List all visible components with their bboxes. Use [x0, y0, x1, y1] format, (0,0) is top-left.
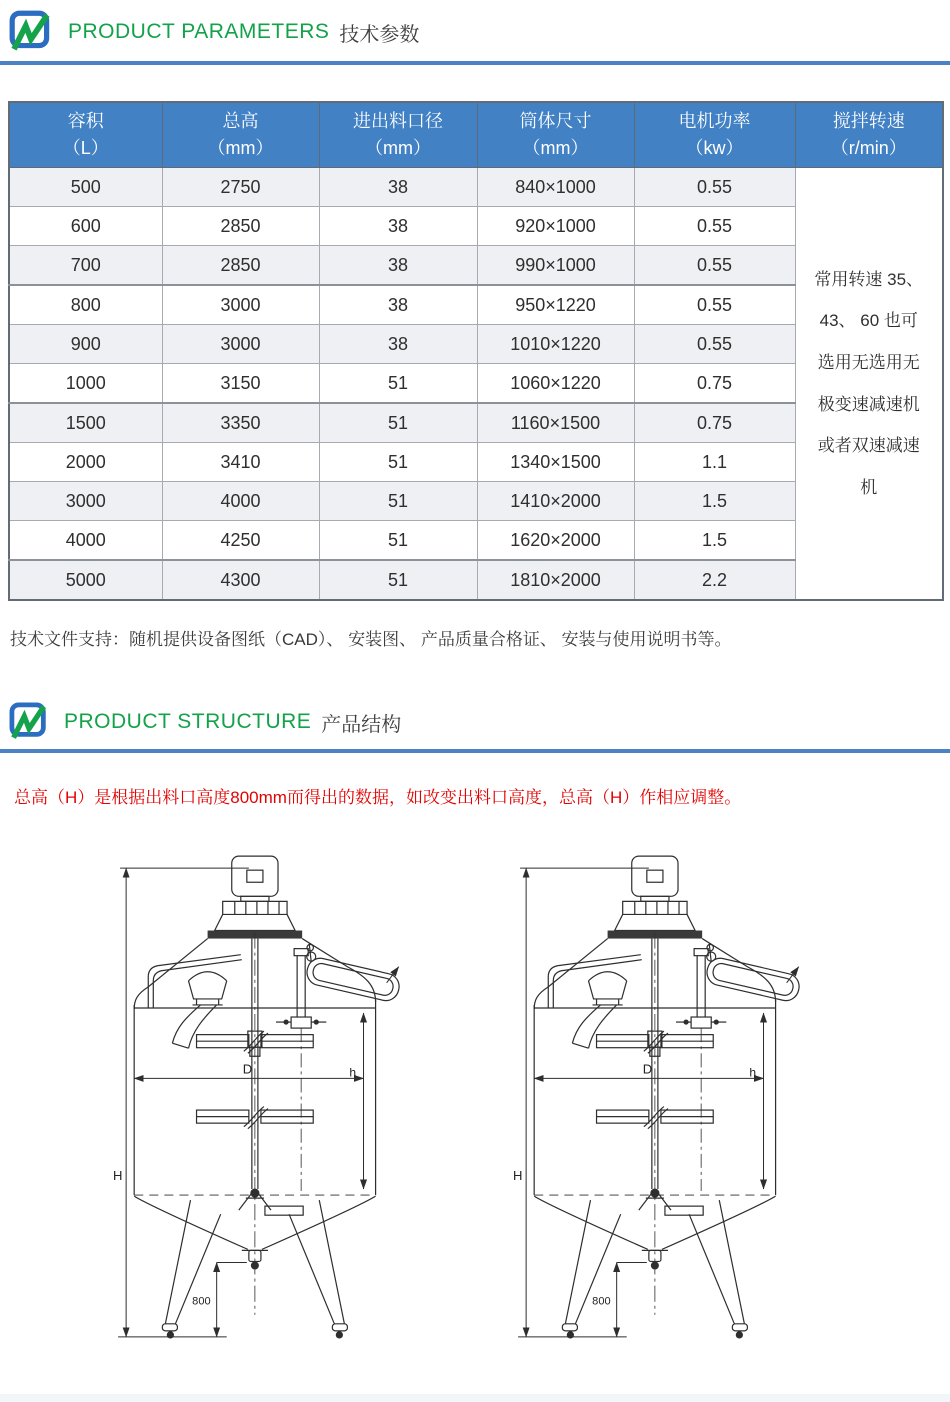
parameters-section-header [8, 10, 950, 54]
table-cell: 1410×2000 [477, 482, 634, 521]
table-cell: 1500 [9, 403, 162, 443]
parameters-title-en: PRODUCT PARAMETERS [68, 20, 330, 43]
brand-logo-icon [8, 10, 56, 54]
column-header-line2: （mm） [207, 138, 274, 158]
table-cell: 51 [319, 443, 477, 482]
table-cell: 1620×2000 [477, 521, 634, 561]
table-body [9, 168, 943, 601]
column-header-line2: （mm） [365, 138, 431, 158]
table-cell: 4250 [162, 521, 319, 561]
table-cell: 1340×1500 [477, 443, 634, 482]
table-cell: 3000 [162, 285, 319, 325]
table-cell: 2750 [162, 168, 319, 207]
table-cell: 51 [319, 560, 477, 600]
table-cell: 1000 [9, 364, 162, 404]
table-cell: 1160×1500 [477, 403, 634, 443]
table-cell: 51 [319, 482, 477, 521]
column-header-line2: （kw） [685, 138, 744, 158]
structure-title-en: PRODUCT STRUCTURE [64, 710, 312, 733]
table-cell: 950×1220 [477, 285, 634, 325]
table-cell: 3350 [162, 403, 319, 443]
table-cell: 990×1000 [477, 246, 634, 286]
table-cell: 0.55 [634, 285, 795, 325]
table-cell: 0.75 [634, 364, 795, 404]
table-cell: 3410 [162, 443, 319, 482]
table-cell: 0.55 [634, 168, 795, 207]
table-cell: 600 [9, 207, 162, 246]
column-header [319, 102, 477, 168]
table-cell: 0.75 [634, 403, 795, 443]
page-bottom-strip [0, 1394, 950, 1402]
structure-section-header [8, 702, 950, 742]
column-header [477, 102, 634, 168]
table-cell: 1810×2000 [477, 560, 634, 600]
table-cell: 1.5 [634, 482, 795, 521]
column-header [162, 102, 319, 168]
table-cell: 4000 [162, 482, 319, 521]
table-cell: 800 [9, 285, 162, 325]
table-cell: 1060×1220 [477, 364, 634, 404]
stir-speed-note-cell: 常用转速 35、 43、 60 也可选用无选用无极变速减速机或者双速减速机 [795, 168, 943, 601]
table-cell: 500 [9, 168, 162, 207]
table-cell: 1.1 [634, 443, 795, 482]
column-header-line2: （r/min） [830, 138, 907, 158]
table-header-row [9, 102, 943, 168]
height-adjust-warning: 总高（H）是根据出料口高度800mm而得出的数据，如改变出料口高度，总高（H）作相应调整。 [14, 788, 742, 807]
column-header-line1: 筒体尺寸 [519, 111, 592, 131]
table-cell: 840×1000 [477, 168, 634, 207]
column-header-line1: 电机功率 [678, 111, 751, 131]
table-cell: 3000 [9, 482, 162, 521]
table-cell: 2000 [9, 443, 162, 482]
parameters-table [8, 101, 944, 601]
table-row [9, 168, 943, 207]
column-header [634, 102, 795, 168]
column-header-line1: 容积 [67, 111, 104, 131]
structure-title-zh: 产品结构 [321, 713, 402, 736]
table-cell: 38 [319, 325, 477, 364]
table-cell: 38 [319, 246, 477, 286]
column-header [9, 102, 162, 168]
table-cell: 38 [319, 168, 477, 207]
column-header-line2: （L） [62, 138, 109, 158]
brand-logo-icon [8, 702, 52, 742]
table-cell: 3150 [162, 364, 319, 404]
table-cell: 900 [9, 325, 162, 364]
table-cell: 3000 [162, 325, 319, 364]
table-cell: 0.55 [634, 325, 795, 364]
technical-support-note: 技术文件支持：随机提供设备图纸（CAD）、 安装图、 产品质量合格证、 安装与使用说明书等。 [10, 630, 732, 649]
section-divider-rule [0, 749, 950, 753]
column-header [795, 102, 943, 168]
table-cell: 2.2 [634, 560, 795, 600]
column-header-line1: 搅拌转速 [832, 111, 905, 131]
table-cell: 920×1000 [477, 207, 634, 246]
table-cell: 2850 [162, 207, 319, 246]
mixing-tank-diagram-right [504, 844, 846, 1352]
table-cell: 2850 [162, 246, 319, 286]
section-divider-rule [0, 61, 950, 65]
table-cell: 4000 [9, 521, 162, 561]
table-cell: 51 [319, 403, 477, 443]
table-cell: 38 [319, 207, 477, 246]
parameters-title-zh: 技术参数 [339, 23, 420, 46]
structure-diagrams [0, 844, 950, 1352]
table-cell: 51 [319, 364, 477, 404]
column-header-line1: 进出料口径 [353, 111, 443, 131]
column-header-line2: （mm） [522, 138, 589, 158]
table-cell: 1.5 [634, 521, 795, 561]
table-cell: 0.55 [634, 246, 795, 286]
table-cell: 4300 [162, 560, 319, 600]
table-cell: 0.55 [634, 207, 795, 246]
table-cell: 700 [9, 246, 162, 286]
table-cell: 1010×1220 [477, 325, 634, 364]
table-cell: 51 [319, 521, 477, 561]
table-cell: 5000 [9, 560, 162, 600]
column-header-line1: 总高 [222, 111, 259, 131]
table-cell: 38 [319, 285, 477, 325]
mixing-tank-diagram-left [104, 844, 446, 1352]
